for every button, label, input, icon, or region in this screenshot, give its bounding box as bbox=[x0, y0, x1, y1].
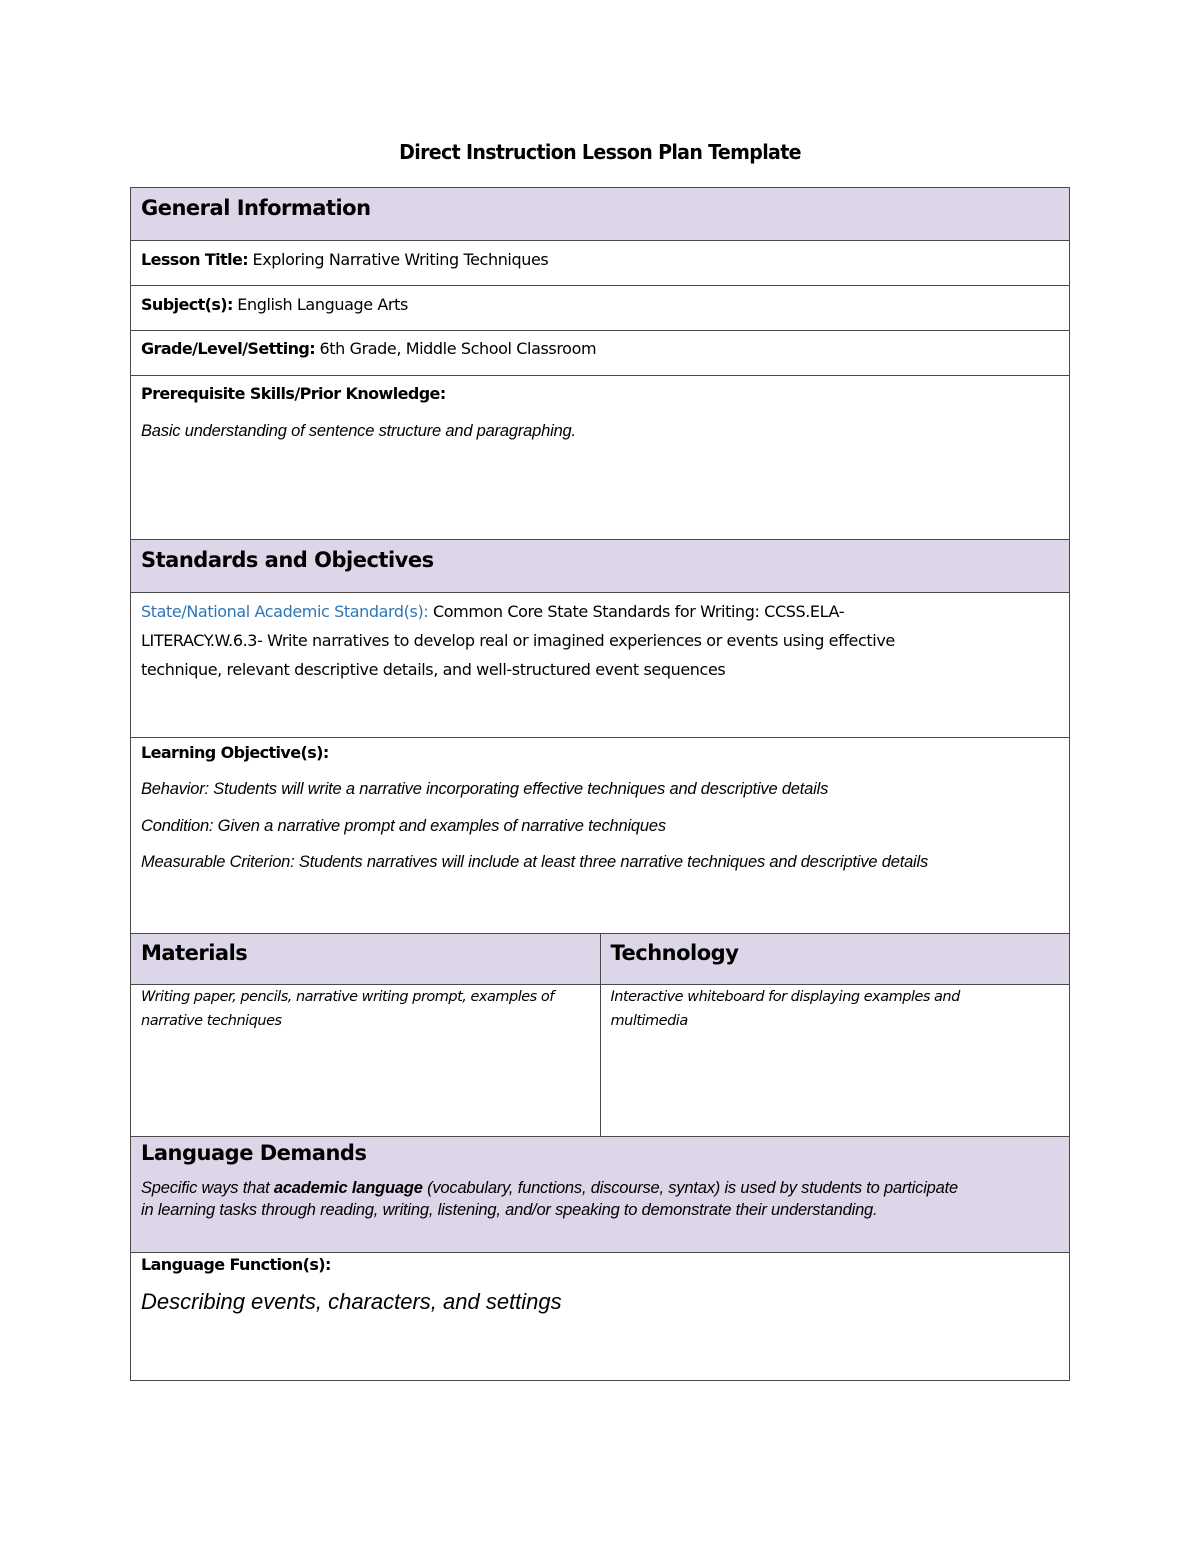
prerequisite-value: Basic understanding of sentence structure and paragraphing. bbox=[141, 422, 576, 440]
materials-line-2: narrative techniques bbox=[141, 1013, 282, 1029]
language-demands-description bbox=[141, 1177, 1059, 1221]
lesson-title-row bbox=[131, 241, 1069, 286]
language-function-label: Language Function(s): bbox=[141, 1255, 331, 1274]
subject-label: Subject(s): bbox=[141, 295, 233, 314]
grade-row bbox=[131, 331, 1069, 376]
learning-objectives-label: Learning Objective(s): bbox=[141, 743, 329, 762]
learning-objectives-row bbox=[131, 738, 1069, 934]
language-function-row bbox=[131, 1253, 1069, 1380]
language-desc-pre: Specific ways that bbox=[141, 1179, 274, 1197]
materials-heading: Materials bbox=[131, 934, 601, 984]
materials-line-1: Writing paper, pencils, narrative writing prompt, examples of bbox=[141, 989, 554, 1005]
technology-content bbox=[601, 985, 1070, 1136]
prerequisite-label: Prerequisite Skills/Prior Knowledge: bbox=[141, 384, 446, 403]
technology-heading: Technology bbox=[610, 941, 739, 965]
subject-value: English Language Arts bbox=[237, 295, 408, 314]
objective-behavior: Behavior: Students will write a narrative incorporating effective techniques and descriptive details bbox=[141, 780, 829, 798]
materials-content bbox=[131, 985, 601, 1136]
general-information-heading: General Information bbox=[141, 196, 371, 220]
standards-heading: Standards and Objectives bbox=[141, 548, 434, 572]
materials-technology-header bbox=[131, 934, 1069, 985]
academic-standard-label: State/National Academic Standard(s): bbox=[141, 602, 429, 621]
language-function-value: Describing events, characters, and settings bbox=[141, 1289, 562, 1314]
materials-technology-content bbox=[131, 985, 1069, 1137]
lesson-title-value: Exploring Narrative Writing Techniques bbox=[252, 250, 549, 269]
language-desc-line-2: in learning tasks through reading, writing, listening, and/or speaking to demonstrate their understanding. bbox=[141, 1201, 878, 1219]
standard-line-3: technique, relevant descriptive details, and well-structured event sequences bbox=[141, 660, 726, 679]
subject-row bbox=[131, 286, 1069, 331]
objective-criterion: Measurable Criterion: Students narratives will include at least three narrative techniques and descriptive details bbox=[141, 853, 929, 871]
objective-condition: Condition: Given a narrative prompt and examples of narrative techniques bbox=[141, 817, 666, 835]
technology-line-2: multimedia bbox=[610, 1013, 688, 1029]
general-information-header bbox=[131, 188, 1069, 241]
academic-language-term: academic language bbox=[273, 1179, 423, 1197]
academic-standard-row bbox=[131, 593, 1069, 738]
language-desc-post: (vocabulary, functions, discourse, syntax) is used by students to participate bbox=[422, 1179, 958, 1197]
language-demands-header bbox=[131, 1137, 1069, 1253]
document-title: Direct Instruction Lesson Plan Template bbox=[399, 140, 801, 164]
standard-line-1: Common Core State Standards for Writing: CCSS.ELA- bbox=[432, 602, 845, 621]
prerequisite-row bbox=[131, 376, 1069, 540]
language-demands-heading: Language Demands bbox=[141, 1141, 367, 1165]
lesson-title-label: Lesson Title: bbox=[141, 250, 249, 269]
grade-label: Grade/Level/Setting: bbox=[141, 339, 316, 358]
standard-line-2: LITERACY.W.6.3- Write narratives to develop real or imagined experiences or events using effective bbox=[141, 631, 895, 650]
technology-line-1: Interactive whiteboard for displaying examples and bbox=[610, 989, 960, 1005]
standards-header bbox=[131, 540, 1069, 593]
grade-value: 6th Grade, Middle School Classroom bbox=[319, 339, 597, 358]
lesson-plan-table bbox=[130, 187, 1070, 1381]
